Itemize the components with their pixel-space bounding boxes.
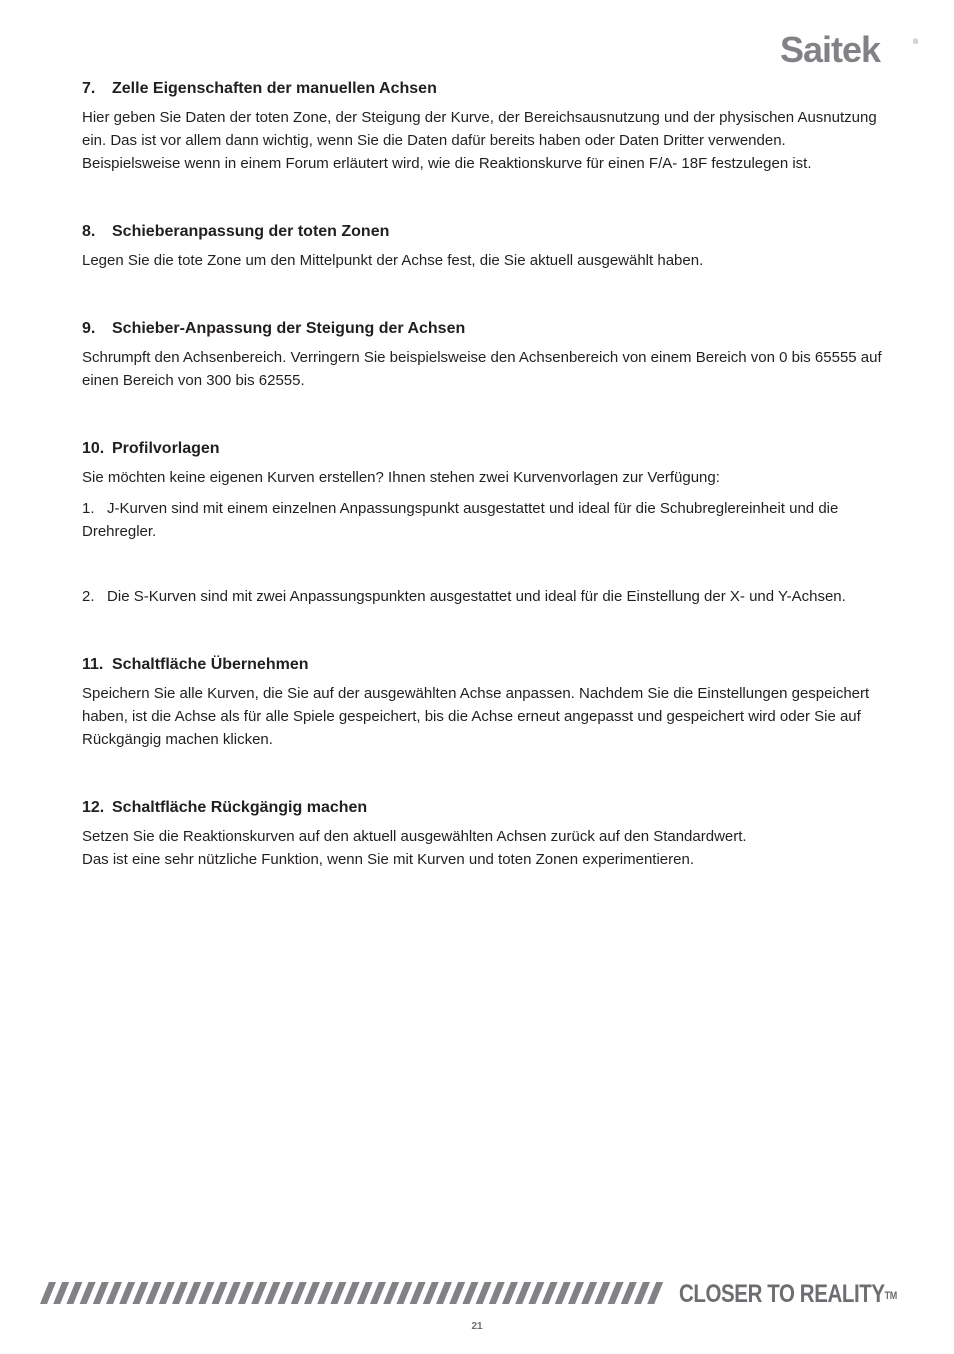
footer-stripe	[119, 1282, 135, 1304]
section-paragraph: Legen Sie die tote Zone um den Mittelpunkt der Achse fest, die Sie aktuell ausgewählt haben.	[82, 252, 704, 269]
tagline-text: CLOSER TO REALITY	[679, 1280, 885, 1308]
section-9	[82, 318, 882, 392]
footer-stripe	[291, 1282, 307, 1304]
footer-stripe	[476, 1282, 492, 1304]
footer-stripe	[542, 1282, 558, 1304]
section-number: 12.	[82, 799, 105, 816]
footer-stripe	[621, 1282, 637, 1304]
section-paragraph: Hier geben Sie Daten der toten Zone, der Steigung der Kurve, der Bereichsausnutzung und der physischen Ausnutzung ein. Das ist vor allem dann wichtig, wenn Sie die Daten dafür bereits haben oder Daten Dritter verwenden. Beispielsweise wenn in einem Forum erläutert wird, wie die Reaktionskurve für einen F/A- 18F festzulegen ist.	[82, 109, 877, 172]
registered-mark: ®	[913, 39, 919, 46]
footer-stripe	[146, 1282, 162, 1304]
footer-stripe	[317, 1282, 333, 1304]
footer-stripe	[581, 1282, 597, 1304]
section-paragraph: Sie möchten keine eigenen Kurven erstellen? Ihnen stehen zwei Kurvenvorlagen zur Verfügung:	[82, 469, 720, 486]
footer-stripe	[383, 1282, 399, 1304]
section-8	[82, 221, 882, 272]
footer-stripe	[212, 1282, 228, 1304]
list-item-number: 1.	[82, 500, 95, 517]
section-11	[82, 654, 882, 751]
section-title: Schaltfläche Rückgängig machen	[112, 799, 368, 816]
footer-stripe	[568, 1282, 584, 1304]
section-title: Zelle Eigenschaften der manuellen Achsen	[112, 80, 437, 97]
section-heading	[82, 221, 882, 243]
footer-stripe	[608, 1282, 624, 1304]
footer-stripe	[106, 1282, 122, 1304]
section-paragraph: Das ist eine sehr nützliche Funktion, wenn Sie mit Kurven und toten Zonen experimentieren.	[82, 851, 694, 868]
footer-stripe	[53, 1282, 69, 1304]
section-heading	[82, 318, 882, 340]
section-heading	[82, 654, 882, 676]
footer-stripe	[132, 1282, 148, 1304]
footer-stripe	[634, 1282, 650, 1304]
footer-stripe	[344, 1282, 360, 1304]
section-12	[82, 797, 882, 871]
section-title: Schieberanpassung der toten Zonen	[112, 223, 390, 240]
footer-stripe	[489, 1282, 505, 1304]
footer-stripe	[251, 1282, 267, 1304]
saitek-logo-graphic	[780, 30, 920, 70]
trademark-mark: TM	[884, 1290, 897, 1302]
footer-stripe	[330, 1282, 346, 1304]
list-item-text: Die S-Kurven sind mit zwei Anpassungspunkten ausgestattet und ideal für die Einstellung der X- und Y-Achsen.	[107, 588, 846, 605]
footer-stripe	[528, 1282, 544, 1304]
footer-stripe-band	[40, 1282, 675, 1304]
footer-stripe	[238, 1282, 254, 1304]
section-paragraph: Setzen Sie die Reaktionskurven auf den aktuell ausgewählten Achsen zurück auf den Standardwert.	[82, 828, 747, 845]
section-paragraph: Speichern Sie alle Kurven, die Sie auf der ausgewählten Achse anpassen. Nachdem Sie die Einstellungen gespeichert haben, ist die Achse als für alle Spiele gespeichert, bis die Achse erneut angepasst und gespeichert wird oder Sie auf Rückgängig machen klicken.	[82, 685, 870, 748]
footer-tagline	[679, 1280, 897, 1308]
list-item-text: J-Kurven sind mit einem einzelnen Anpassungspunkt ausgestattet und ideal für die Schubreglereinheit und die Drehregler.	[82, 500, 839, 540]
footer-stripe	[647, 1282, 663, 1304]
section-title: Schaltfläche Übernehmen	[112, 656, 309, 673]
section-title: Profilvorlagen	[112, 440, 220, 457]
footer-stripe	[278, 1282, 294, 1304]
list-item	[82, 497, 882, 543]
footer-stripe	[40, 1282, 56, 1304]
footer-stripe	[370, 1282, 386, 1304]
footer-stripe	[185, 1282, 201, 1304]
section-heading	[82, 438, 882, 460]
footer-stripe	[357, 1282, 373, 1304]
section-10	[82, 438, 882, 608]
section-number: 7.	[82, 80, 96, 97]
footer-stripe	[198, 1282, 214, 1304]
footer-stripe	[555, 1282, 571, 1304]
section-title: Schieber-Anpassung der Steigung der Achsen	[112, 320, 466, 337]
footer-stripe	[225, 1282, 241, 1304]
footer-stripe	[462, 1282, 478, 1304]
section-7	[82, 78, 882, 175]
footer-stripe	[502, 1282, 518, 1304]
footer-stripe	[515, 1282, 531, 1304]
footer-stripe	[423, 1282, 439, 1304]
footer-stripe	[66, 1282, 82, 1304]
section-number: 11.	[82, 656, 104, 673]
section-heading	[82, 797, 882, 819]
footer-stripe	[264, 1282, 280, 1304]
footer-stripe	[159, 1282, 175, 1304]
list-item	[82, 585, 882, 608]
footer-stripe	[594, 1282, 610, 1304]
footer-stripe	[410, 1282, 426, 1304]
section-number: 8.	[82, 223, 96, 240]
saitek-logo-wordmark: Saitek	[780, 30, 881, 70]
section-heading	[82, 78, 882, 100]
document-body	[82, 78, 882, 879]
saitek-logo	[780, 30, 920, 70]
page-number: 21	[471, 1321, 483, 1332]
list-item-number: 2.	[82, 588, 95, 605]
section-number: 10.	[82, 440, 105, 457]
footer-stripe	[80, 1282, 96, 1304]
footer-stripe	[304, 1282, 320, 1304]
section-number: 9.	[82, 320, 96, 337]
section-paragraph: Schrumpft den Achsenbereich. Verringern Sie beispielsweise den Achsenbereich von einem Bereich von 0 bis 65555 auf einen Bereich von 300 bis 62555.	[82, 349, 882, 389]
footer-stripe	[172, 1282, 188, 1304]
footer-stripe	[436, 1282, 452, 1304]
footer-stripe	[396, 1282, 412, 1304]
footer-stripe	[93, 1282, 109, 1304]
footer-stripe	[449, 1282, 465, 1304]
